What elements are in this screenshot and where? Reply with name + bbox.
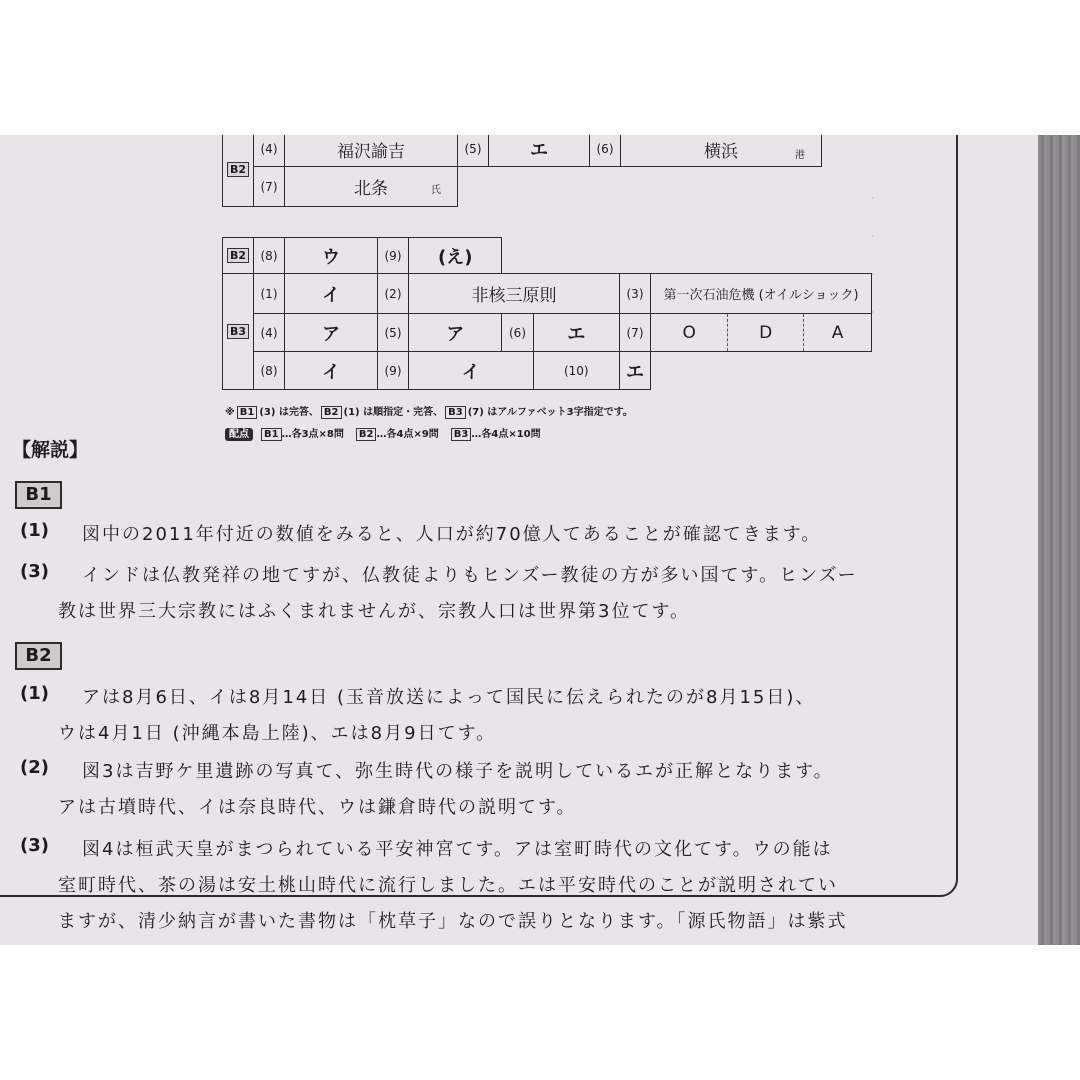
question-number: (10): [533, 352, 619, 390]
answer-cell: イ: [285, 274, 378, 314]
explanation-line: 室町時代、茶の湯は安土桃山時代に流行しました。エは平安時代のことが説明されてい: [58, 875, 838, 896]
answer-cell: エ: [489, 135, 590, 167]
scoring-note: ※ B1 (3) は完答、 B2 (1) は順指定・完答、 B3 (7) はアルファベット3字指定です。: [225, 407, 633, 418]
question-number: (6): [502, 314, 533, 352]
answer-cell: (え): [409, 238, 502, 274]
answer-cell: 非核三原則: [409, 274, 620, 314]
explanation-line: 図中の2011年付近の数値をみると、人口が約70億人てあることが確認てきます。: [82, 524, 822, 545]
answer-cell: イ: [409, 352, 534, 390]
explanation-line: 図3は吉野ケ里遺跡の写真て、弥生時代の様子を説明しているエが正解となります。: [82, 761, 834, 782]
bottom-white-band: [0, 945, 1080, 1080]
document-page: [0, 135, 1080, 945]
answer-cell: 第一次石油危機 (オイルショック): [651, 274, 872, 314]
explanation-line: 図4は桓武天皇がまつられている平安神宮てす。アは室町時代の文化てす。ウの能は: [82, 839, 833, 860]
answer-cell: イ: [285, 352, 378, 390]
answer-cell: エ: [533, 314, 619, 352]
letter-cell: D: [728, 314, 804, 352]
answer-cell: ア: [285, 314, 378, 352]
suffix-label: 氏: [431, 185, 441, 196]
answer-cell: ア: [409, 314, 502, 352]
question-number: (1): [20, 520, 49, 541]
explanation-line: アは古墳時代、イは奈良時代、ウは鎌倉時代の説明てす。: [58, 797, 577, 818]
answer-cell: 北条 氏: [285, 167, 458, 207]
answer-cell: エ: [620, 352, 651, 390]
section-label-b2: B2: [223, 238, 254, 274]
bleed-through-text: . . . .: [870, 184, 876, 317]
section-label-b3: B3: [223, 274, 254, 390]
background-fabric: [1038, 135, 1080, 945]
question-number: (8): [254, 352, 285, 390]
explanation-line: ますが、清少納言が書いた書物は「枕草子」なので誤りとなります。「源氏物語」は紫式: [58, 911, 848, 932]
explanation-heading: 【解説】: [12, 439, 89, 461]
question-number: (3): [620, 274, 651, 314]
question-number: (9): [378, 238, 409, 274]
question-number: (8): [254, 238, 285, 274]
question-number: (7): [620, 314, 651, 352]
question-number: (7): [254, 167, 285, 207]
question-number: (1): [20, 683, 49, 704]
points-allocation: 配点 B1 …各3点×8問 B2 …各4点×9問 B3 …各4点×10問: [225, 425, 541, 440]
answer-table-main: [222, 237, 872, 390]
answer-cell: ウ: [285, 238, 378, 274]
question-number: (9): [378, 352, 409, 390]
suffix-label: 港: [795, 150, 805, 161]
question-number: (2): [20, 757, 49, 778]
answer-cell: 福沢諭吉: [285, 135, 458, 167]
top-white-band: [0, 0, 1080, 135]
answer-cell: 横浜 港: [621, 135, 822, 167]
question-number: (6): [590, 135, 621, 167]
question-number: (5): [458, 135, 489, 167]
question-number: (3): [20, 835, 49, 856]
question-number: (5): [378, 314, 409, 352]
explanation-line: インドは仏教発祥の地てすが、仏教徒よりもヒンズー教徒の方が多い国てす。ヒンズー: [82, 565, 858, 586]
section-label-b1: B1: [15, 481, 62, 509]
section-label-b2: B2: [223, 135, 254, 207]
question-number: (4): [254, 135, 285, 167]
points-badge: 配点: [225, 428, 253, 441]
question-number: (4): [254, 314, 285, 352]
explanation-line: ウは4月1日 (沖縄本島上陸)、エは8月9日てす。: [58, 723, 497, 744]
letter-cell: O: [651, 314, 728, 352]
answer-table-top: [222, 135, 822, 207]
letter-cell: A: [804, 314, 872, 352]
explanation-line: アは8月6日、イは8月14日 (玉音放送によって国民に伝えられたのが8月15日)、: [82, 687, 816, 708]
question-number: (2): [378, 274, 409, 314]
explanation-line: 教は世界三大宗教にはふくまれませんが、宗教人口は世界第3位てす。: [58, 601, 691, 622]
question-number: (1): [254, 274, 285, 314]
question-number: (3): [20, 561, 49, 582]
section-label-b2: B2: [15, 642, 62, 670]
